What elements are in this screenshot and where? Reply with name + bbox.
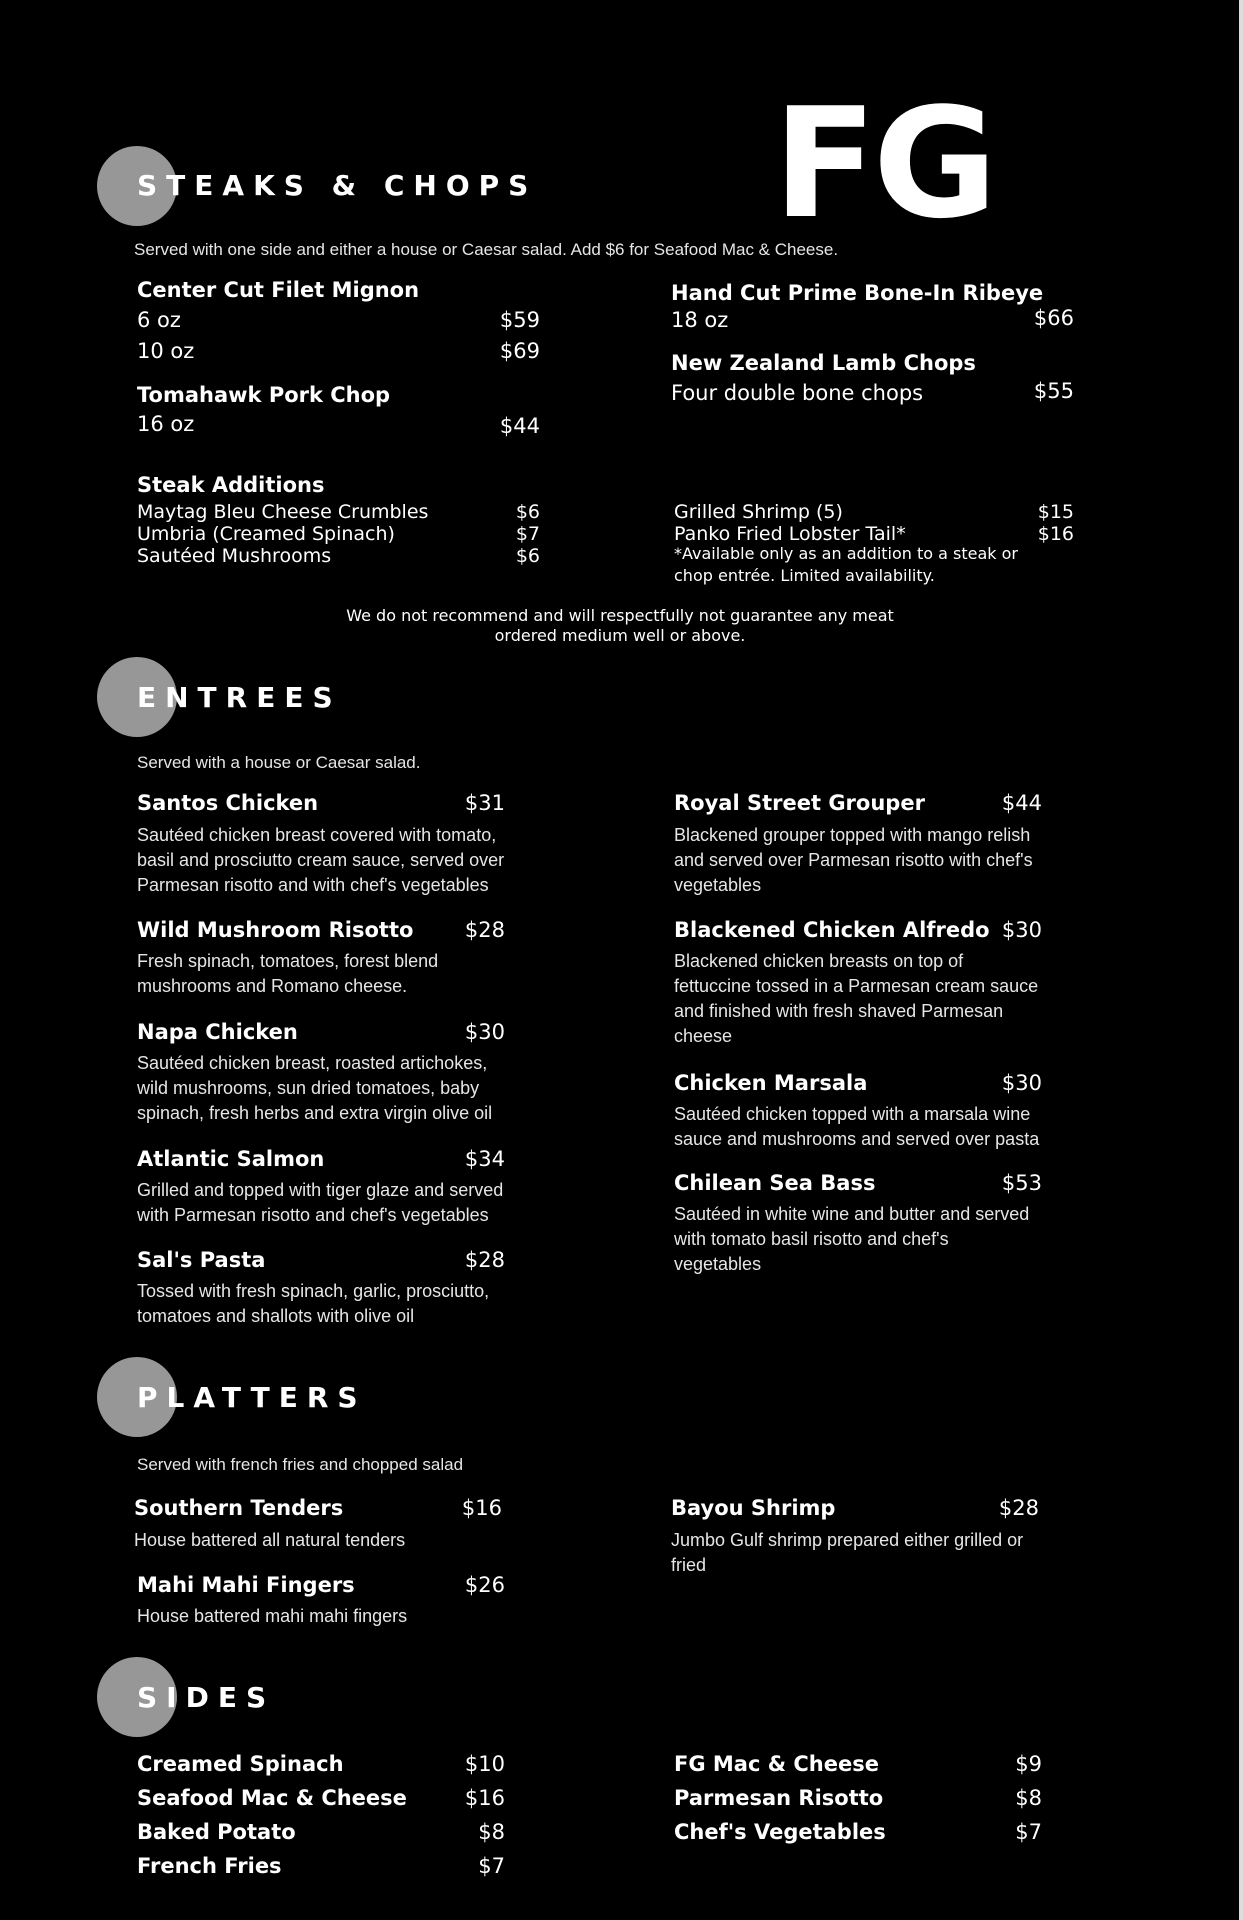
platter-price: $26: [464, 1573, 505, 1597]
side-name: Parmesan Risotto: [674, 1786, 884, 1810]
platter-price: $16: [461, 1496, 502, 1520]
entree-name: Royal Street Grouper: [674, 791, 925, 815]
entree-desc: Sautéed chicken breast covered with tomato,: [137, 825, 497, 845]
side-name: Seafood Mac & Cheese: [137, 1786, 407, 1810]
side-price: $8: [478, 1820, 505, 1844]
addition-price: $6: [515, 545, 540, 567]
entree-desc: Blackened chicken breasts on top of: [674, 951, 964, 971]
doneness-disclaimer: ordered medium well or above.: [494, 626, 746, 645]
filet-name: Center Cut Filet Mignon: [137, 278, 420, 302]
entree-price: $44: [1001, 791, 1042, 815]
entree-name: Chilean Sea Bass: [674, 1171, 876, 1195]
filet-price-1: $59: [499, 308, 540, 332]
addition-price: $6: [515, 501, 540, 523]
entree-price: $30: [464, 1020, 505, 1044]
entree-desc: cheese: [674, 1026, 733, 1046]
addition-price: $15: [1037, 501, 1074, 523]
entree-price: $28: [464, 918, 505, 942]
entree-desc: Tossed with fresh spinach, garlic, prosciutto,: [137, 1281, 490, 1301]
porkchop-name: Tomahawk Pork Chop: [137, 383, 391, 407]
addition-item: Sautéed Mushrooms: [137, 545, 332, 567]
additions-footnote: chop entrée. Limited availability.: [674, 566, 935, 585]
side-price: $7: [478, 1854, 505, 1878]
platter-name: Mahi Mahi Fingers: [137, 1573, 355, 1597]
platter-name: Bayou Shrimp: [671, 1496, 836, 1520]
entree-price: $30: [1001, 918, 1042, 942]
addition-item: Grilled Shrimp (5): [674, 501, 843, 523]
side-name: Chef's Vegetables: [674, 1820, 886, 1844]
side-price: $16: [464, 1786, 505, 1810]
addition-price: $16: [1037, 523, 1074, 545]
entree-desc: and served over Parmesan risotto with chef's: [674, 850, 1033, 870]
entree-desc: Sautéed chicken topped with a marsala wine: [674, 1104, 1031, 1124]
porkchop-price-1: $44: [499, 414, 540, 438]
entree-price: $31: [464, 791, 505, 815]
entrees-note: Served with a house or Caesar salad.: [137, 753, 421, 772]
entree-desc: spinach, fresh herbs and extra virgin olive oil: [137, 1103, 493, 1123]
side-price: $8: [1015, 1786, 1042, 1810]
ribeye-price-1: $66: [1033, 306, 1074, 330]
side-name: FG Mac & Cheese: [674, 1752, 879, 1776]
entree-desc: with Parmesan risotto and chef's vegetables: [137, 1205, 489, 1225]
addition-price: $7: [515, 523, 540, 545]
entree-desc: Parmesan risotto and with chef's vegetables: [137, 875, 489, 895]
lamb-size-1: Four double bone chops: [671, 381, 924, 405]
side-price: $9: [1015, 1752, 1042, 1776]
porkchop-size-1: 16 oz: [137, 412, 195, 436]
entree-name: Atlantic Salmon: [137, 1147, 325, 1171]
entree-price: $30: [1001, 1071, 1042, 1095]
entree-name: Santos Chicken: [137, 791, 319, 815]
filet-size-1: 6 oz: [137, 308, 181, 332]
side-name: Baked Potato: [137, 1820, 296, 1844]
platters-note: Served with french fries and chopped salad: [137, 1455, 464, 1474]
entree-price: $28: [464, 1248, 505, 1272]
entrees-heading: ENTREES: [137, 681, 342, 714]
filet-size-2: 10 oz: [137, 339, 195, 363]
platter-desc: House battered all natural tenders: [134, 1530, 406, 1550]
platter-desc: Jumbo Gulf shrimp prepared either grilled or: [671, 1530, 1024, 1550]
entree-name: Chicken Marsala: [674, 1071, 868, 1095]
addition-item: Panko Fried Lobster Tail*: [674, 523, 906, 545]
entree-desc: Fresh spinach, tomatoes, forest blend: [137, 951, 439, 971]
entree-desc: basil and prosciutto cream sauce, served over: [137, 850, 505, 870]
platter-desc: fried: [671, 1555, 707, 1575]
side-price: $7: [1015, 1820, 1042, 1844]
entree-desc: fettuccine tossed in a Parmesan cream sauce: [674, 976, 1039, 996]
lamb-price-1: $55: [1033, 379, 1074, 403]
platter-price: $28: [998, 1496, 1039, 1520]
brand-logo: FG: [773, 75, 994, 252]
platter-name: Southern Tenders: [134, 1496, 344, 1520]
steaks-heading: STEAKS & CHOPS: [137, 169, 538, 202]
addition-item: Maytag Bleu Cheese Crumbles: [137, 501, 429, 523]
entree-desc: Sautéed in white wine and butter and served: [674, 1204, 1030, 1224]
ribeye-name: Hand Cut Prime Bone-In Ribeye: [671, 281, 1044, 305]
side-name: Creamed Spinach: [137, 1752, 344, 1776]
sides-heading: SIDES: [137, 1681, 276, 1714]
entree-desc: Blackened grouper topped with mango relish: [674, 825, 1031, 845]
entree-desc: sauce and mushrooms and served over pasta: [674, 1129, 1040, 1149]
entree-price: $34: [464, 1147, 505, 1171]
doneness-disclaimer: We do not recommend and will respectfully not guarantee any meat: [346, 606, 894, 625]
platter-desc: House battered mahi mahi fingers: [137, 1606, 408, 1626]
filet-price-2: $69: [499, 339, 540, 363]
ribeye-size-1: 18 oz: [671, 308, 729, 332]
side-name: French Fries: [137, 1854, 282, 1878]
side-price: $10: [464, 1752, 505, 1776]
page-edge: [1239, 0, 1243, 1920]
entree-desc: with tomato basil risotto and chef's: [674, 1229, 949, 1249]
platters-heading: PLATTERS: [137, 1381, 367, 1414]
entree-name: Wild Mushroom Risotto: [137, 918, 414, 942]
entree-desc: Grilled and topped with tiger glaze and served: [137, 1180, 504, 1200]
entree-desc: wild mushrooms, sun dried tomatoes, baby: [137, 1078, 480, 1098]
entree-desc: Sautéed chicken breast, roasted artichokes,: [137, 1053, 488, 1073]
entree-desc: vegetables: [674, 875, 762, 895]
steaks-note: Served with one side and either a house or Caesar salad. Add $6 for Seafood Mac & Cheese.: [134, 240, 839, 259]
entree-desc: tomatoes and shallots with olive oil: [137, 1306, 415, 1326]
lamb-name: New Zealand Lamb Chops: [671, 351, 976, 375]
entree-desc: mushrooms and Romano cheese.: [137, 976, 408, 996]
entree-name: Blackened Chicken Alfredo: [674, 918, 990, 942]
additions-title: Steak Additions: [137, 473, 325, 497]
additions-footnote: *Available only as an addition to a steak or: [674, 544, 1019, 563]
addition-item: Umbria (Creamed Spinach): [137, 523, 395, 545]
entree-name: Napa Chicken: [137, 1020, 298, 1044]
entree-name: Sal's Pasta: [137, 1248, 266, 1272]
entree-desc: vegetables: [674, 1254, 762, 1274]
entree-price: $53: [1001, 1171, 1042, 1195]
entree-desc: and finished with fresh shaved Parmesan: [674, 1001, 1004, 1021]
